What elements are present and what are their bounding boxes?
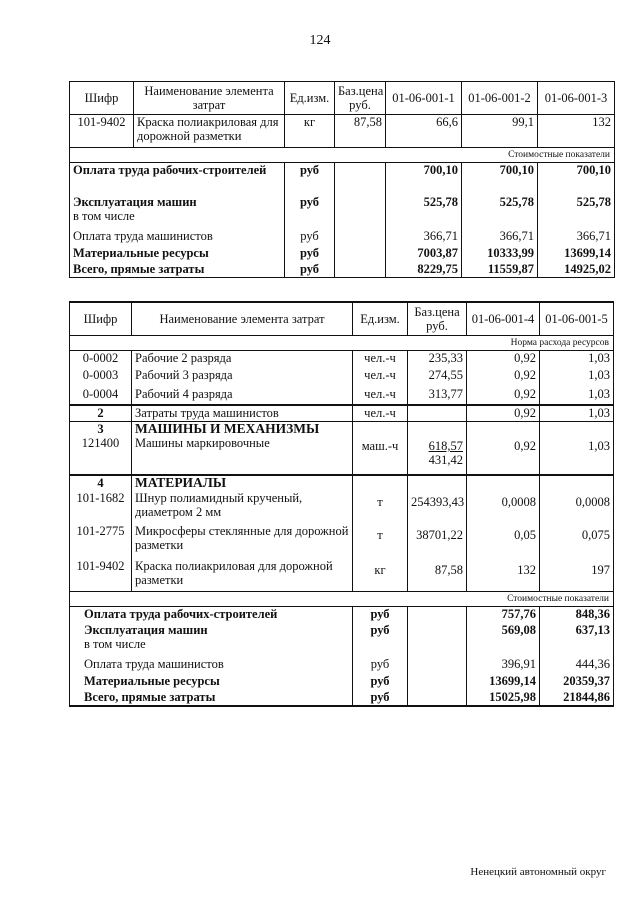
row-value-1: 0,92 xyxy=(467,350,540,368)
row-code: 101-9402 xyxy=(70,559,132,591)
section-row xyxy=(70,475,614,491)
row-unit: кг xyxy=(285,115,335,148)
summary-value-2: 700,10 xyxy=(462,163,538,195)
summary-unit: руб xyxy=(353,690,408,706)
section-title: МАТЕРИАЛЫ xyxy=(132,475,353,491)
norm-label-row xyxy=(70,335,614,350)
row-name: Затраты труда машинистов xyxy=(132,405,353,421)
summary-sub-label: в том числе xyxy=(84,637,146,651)
row-code: 101-1682 xyxy=(70,491,132,524)
summary-name: Эксплуатация машин xyxy=(73,194,197,209)
section-code: 3 xyxy=(70,421,132,436)
row-name: Шнур полиамидный крученый, диаметром 2 мм xyxy=(132,491,353,524)
summary-value-2: 366,71 xyxy=(462,229,538,246)
summary-unit: руб xyxy=(285,246,335,262)
summary-unit: руб xyxy=(285,229,335,246)
summary-row xyxy=(70,657,614,674)
table-row xyxy=(70,350,614,368)
summary-value-1: 569,08 xyxy=(467,623,540,657)
footer-region-name: Ненецкий автономный округ xyxy=(470,866,606,878)
summary-unit: руб xyxy=(353,674,408,690)
row-name: Рабочие 2 разряда xyxy=(132,350,353,368)
row-name: Краска полиакриловая для дорожной разметки xyxy=(134,115,285,148)
summary-unit: руб xyxy=(353,606,408,623)
section-title: МАШИНЫ И МЕХАНИЗМЫ xyxy=(132,421,353,436)
row-price: 274,55 xyxy=(408,368,467,387)
summary-value-1: 757,76 xyxy=(467,606,540,623)
summary-unit: руб xyxy=(353,657,408,674)
row-unit: т xyxy=(353,524,408,559)
row-price: 38701,22 xyxy=(408,524,467,559)
summary-value-1: 525,78 xyxy=(386,195,462,229)
row-price: 235,33 xyxy=(408,350,467,368)
table-row xyxy=(70,115,615,148)
row-price: 313,77 xyxy=(408,387,467,405)
header-name: Наименование элемента затрат xyxy=(134,82,285,115)
row-code: 101-9402 xyxy=(70,115,134,148)
section-label: Стоимостные показатели xyxy=(467,591,614,606)
row-value-1: 0,05 xyxy=(467,524,540,559)
row-value-2: 1,03 xyxy=(540,350,614,368)
row-value-2: 1,03 xyxy=(540,387,614,405)
table-row xyxy=(70,524,614,559)
row-value-3: 132 xyxy=(538,115,615,148)
row-code: 101-2775 xyxy=(70,524,132,559)
summary-value-1: 396,91 xyxy=(467,657,540,674)
table-row xyxy=(70,405,614,421)
header-unit: Ед.изм. xyxy=(353,302,408,335)
summary-row xyxy=(70,262,615,278)
row-code: 121400 xyxy=(70,436,132,475)
summary-value-2: 444,36 xyxy=(540,657,614,674)
row-code: 0-0002 xyxy=(70,350,132,368)
summary-row xyxy=(70,690,614,706)
header-code: Шифр xyxy=(70,82,134,115)
row-value-2: 0,0008 xyxy=(540,491,614,524)
header-code: Шифр xyxy=(70,302,132,335)
row-unit: чел.-ч xyxy=(353,368,408,387)
header-col-1: 01-06-001-1 xyxy=(386,82,462,115)
summary-value-2: 525,78 xyxy=(462,195,538,229)
page-number: 124 xyxy=(309,33,331,48)
section-label-row xyxy=(70,148,615,163)
cost-table-2 xyxy=(69,301,614,707)
section-code: 4 xyxy=(70,475,132,491)
header-name: Наименование элемента затрат xyxy=(132,302,353,335)
row-value-1: 132 xyxy=(467,559,540,591)
row-value-2: 0,075 xyxy=(540,524,614,559)
row-unit: маш.-ч xyxy=(353,436,408,475)
summary-unit: руб xyxy=(285,195,335,229)
summary-name: Оплата труда машинистов xyxy=(70,657,353,674)
summary-name: Оплата труда машинистов xyxy=(70,229,285,246)
summary-value-1: 8229,75 xyxy=(386,262,462,278)
row-name: Микросферы стеклянные для дорожной разметки xyxy=(132,524,353,559)
section-label-row xyxy=(70,591,614,606)
cost-table-1 xyxy=(69,81,615,278)
row-price: 618,57 xyxy=(428,439,463,453)
summary-name: Всего, прямые затраты xyxy=(70,262,285,278)
table-header xyxy=(70,302,614,335)
table-header xyxy=(70,82,615,115)
row-name: Машины маркировочные xyxy=(132,436,353,475)
summary-name: Эксплуатация машин xyxy=(84,623,208,637)
header-base-price: Баз.цена руб. xyxy=(335,82,386,115)
summary-value-2: 10333,99 xyxy=(462,246,538,262)
row-price: 254393,43 xyxy=(408,491,467,524)
row-code: 0-0003 xyxy=(70,368,132,387)
header-col-4: 01-06-001-4 xyxy=(467,302,540,335)
summary-value-2: 11559,87 xyxy=(462,262,538,278)
row-value-1: 0,92 xyxy=(467,405,540,421)
table-row xyxy=(70,491,614,524)
summary-value-1: 15025,98 xyxy=(467,690,540,706)
table-row xyxy=(70,559,614,591)
summary-name: Всего, прямые затраты xyxy=(70,690,353,706)
row-unit: чел.-ч xyxy=(353,387,408,405)
table-row xyxy=(70,436,614,475)
summary-unit: руб xyxy=(285,163,335,195)
summary-name: Материальные ресурсы xyxy=(70,246,285,262)
summary-name: Материальные ресурсы xyxy=(70,674,353,690)
row-price: 87,58 xyxy=(335,115,386,148)
row-name: Краска полиакриловая для дорожной разметки xyxy=(132,559,353,591)
section-label: Стоимостные показатели xyxy=(386,148,615,163)
summary-value-1: 366,71 xyxy=(386,229,462,246)
row-value-1: 0,92 xyxy=(467,387,540,405)
row-value-2: 1,03 xyxy=(540,405,614,421)
table-row xyxy=(70,368,614,387)
summary-value-2: 21844,86 xyxy=(540,690,614,706)
summary-row xyxy=(70,623,614,657)
row-value-1: 66,6 xyxy=(386,115,462,148)
summary-row xyxy=(70,246,615,262)
row-value-2: 1,03 xyxy=(540,436,614,475)
row-unit: кг xyxy=(353,559,408,591)
summary-value-3: 700,10 xyxy=(538,163,615,195)
section-row xyxy=(70,421,614,436)
row-code: 2 xyxy=(70,405,132,421)
row-unit: т xyxy=(353,491,408,524)
row-name: Рабочий 4 разряда xyxy=(132,387,353,405)
summary-name: Оплата труда рабочих-строителей xyxy=(70,606,353,623)
summary-value-2: 848,36 xyxy=(540,606,614,623)
summary-value-2: 637,13 xyxy=(540,623,614,657)
summary-value-2: 20359,37 xyxy=(540,674,614,690)
summary-value-3: 525,78 xyxy=(538,195,615,229)
summary-value-3: 366,71 xyxy=(538,229,615,246)
summary-value-3: 13699,14 xyxy=(538,246,615,262)
row-value-1: 0,92 xyxy=(467,436,540,475)
header-col-3: 01-06-001-3 xyxy=(538,82,615,115)
summary-sub-label: в том числе xyxy=(73,208,135,223)
norm-label: Норма расхода ресурсов xyxy=(467,335,614,350)
summary-unit: руб xyxy=(353,623,408,657)
summary-row xyxy=(70,674,614,690)
row-price: 87,58 xyxy=(408,559,467,591)
header-col-2: 01-06-001-2 xyxy=(462,82,538,115)
row-value-1: 0,0008 xyxy=(467,491,540,524)
header-base-price: Баз.цена руб. xyxy=(408,302,467,335)
summary-value-3: 14925,02 xyxy=(538,262,615,278)
summary-row xyxy=(70,229,615,246)
header-unit: Ед.изм. xyxy=(285,82,335,115)
row-name: Рабочий 3 разряда xyxy=(132,368,353,387)
summary-row xyxy=(70,163,615,195)
row-code: 0-0004 xyxy=(70,387,132,405)
table-row xyxy=(70,387,614,405)
row-value-2: 1,03 xyxy=(540,368,614,387)
header-col-5: 01-06-001-5 xyxy=(540,302,614,335)
summary-row xyxy=(70,606,614,623)
summary-value-1: 13699,14 xyxy=(467,674,540,690)
row-unit: чел.-ч xyxy=(353,405,408,421)
summary-value-1: 7003,87 xyxy=(386,246,462,262)
row-unit: чел.-ч xyxy=(353,350,408,368)
row-value-1: 0,92 xyxy=(467,368,540,387)
summary-row xyxy=(70,195,615,229)
summary-unit: руб xyxy=(285,262,335,278)
row-value-2: 99,1 xyxy=(462,115,538,148)
row-value-2: 197 xyxy=(540,559,614,591)
row-price-secondary: 431,42 xyxy=(428,453,463,467)
summary-value-1: 700,10 xyxy=(386,163,462,195)
summary-name: Оплата труда рабочих-строителей xyxy=(70,163,285,195)
